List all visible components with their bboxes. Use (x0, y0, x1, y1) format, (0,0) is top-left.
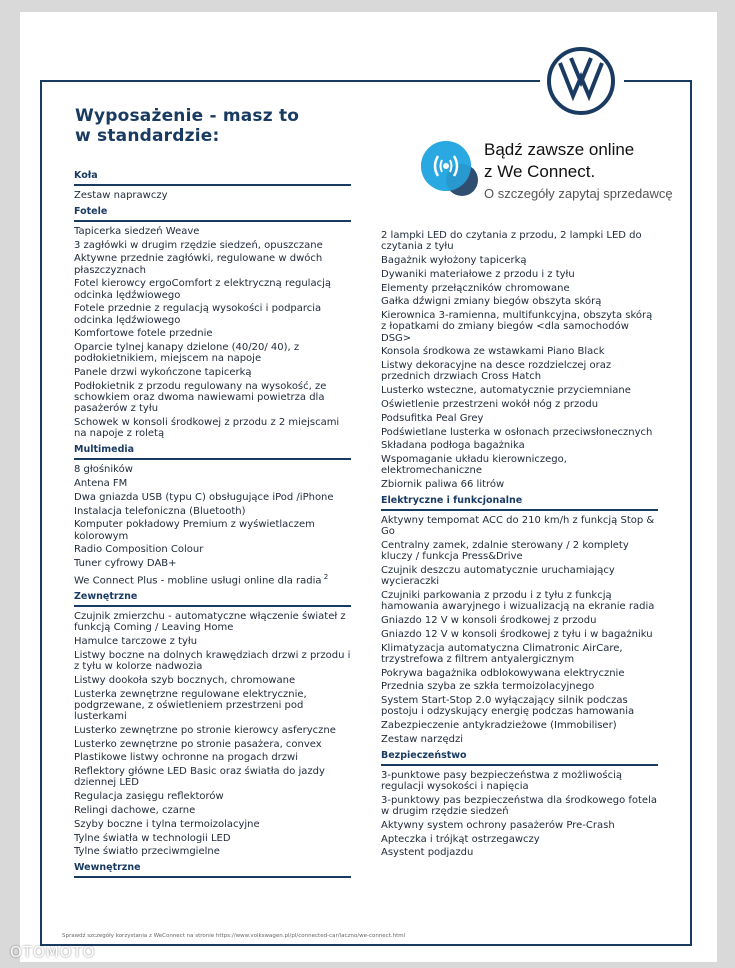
list-item: 3-punktowe pasy bezpieczeństwa z możliwością regulacji wysokości i napięcia (381, 769, 623, 792)
list-item: Bagażnik wyłożony tapicerką (381, 255, 527, 266)
list-item: Kierownica 3-ramienna, multifunkcyjna, obszyta skórą z łopatkami do zmiany biegów <dla samochodów DSG> (381, 310, 653, 344)
left-column (74, 168, 351, 882)
list-item: Szyby boczne i tylna termoizolacyjne (74, 818, 260, 830)
section-title: Wewnętrzne (74, 860, 351, 878)
list-item: Czujnik zmierzchu - automatyczne włączenie świateł z funkcją Coming / Leaving Home (74, 611, 346, 634)
list-item: Asystent podjazdu (381, 847, 474, 859)
list-item: We Connect Plus - mobline usługi online dla radia $^2$ (74, 572, 329, 587)
list-item: Relingi dachowe, czarne (74, 805, 196, 817)
we-connect-promo (418, 140, 698, 200)
section-title: Bezpieczeństwo (381, 748, 658, 766)
list-item: Schowek w konsoli środkowej z przodu z 2 miejscami na napoje z roletą (74, 417, 340, 440)
list-item: Zestaw naprawczy (74, 190, 168, 201)
vw-logo-icon (546, 46, 616, 116)
list-item: Przednia szyba ze szkła termoizolacyjnego (381, 681, 595, 693)
section-title: Koła (74, 168, 351, 186)
list-item: 3-punktowy pas bezpieczeństwa dla środkowego fotela w drugim rzędzie siedzeń (381, 794, 657, 817)
list-item: Dywaniki materiałowe z przodu i z tyłu (381, 268, 575, 280)
list-item: Listwy dekoracyjne na desce rozdzielczej oraz przednich drzwiach Cross Hatch (381, 360, 612, 383)
list-item: Tylne światła w technologii LED (74, 832, 231, 844)
list-item: Listwy boczne na dolnych krawędziach drzwi z przodu i z tyłu w kolorze nadwozia (74, 649, 351, 673)
footnote: Sprawdź szczegóły korzystania z WeConnect na stronie https://www.volkswagen.pl/pl/connected-car/laczno/we-connect.html (62, 933, 406, 939)
list-item: 8 głośników (74, 464, 133, 476)
list-item: Apteczka i trójkąt ostrzegawczy (381, 833, 540, 845)
list-item: Klimatyzacja automatyczna Climatronic AirCare, trzystrefowa z filtrem antyalergicznym (381, 642, 623, 665)
list-item: Oparcie tylnej kanapy dzielone (40/20/ 40), z podłokietnikiem, miejscem na napoje (74, 342, 300, 365)
list-item: Lusterko wsteczne, automatycznie przyciemniane (381, 385, 631, 397)
list-item: Gniazdo 12 V w konsoli środkowej z przodu (381, 614, 597, 626)
promo-line2: z We Connect. (484, 162, 596, 181)
list-item: Radio Composition Colour (74, 544, 204, 556)
list-item: Lusterka zewnętrzne regulowane elektrycznie, podgrzewane, z oświetleniem przestrzeni pod lusterkami (74, 688, 307, 723)
list-item: Aktywny system ochrony pasażerów Pre-Crash (381, 819, 615, 831)
list-item: Panele drzwi wykończone tapicerką (74, 367, 252, 379)
list-item: Podsufitka Peal Grey (381, 412, 484, 424)
list-item: Centralny zamek, zdalnie sterowany / 2 komplety kluczy / funkcja Press&Drive (381, 539, 629, 563)
list-item: Komputer pokładowy Premium z wyświetlaczem kolorowym (74, 519, 315, 542)
list-item: Podłokietnik z przodu regulowany na wysokość, ze schowkiem oraz dwoma nawiewami powietrza dla pasażerów z tyłu (74, 380, 327, 415)
footnote-marker: 2 (321, 572, 329, 581)
list-item: Czujnik deszczu automatycznie uruchamiający wycieraczki (381, 564, 615, 588)
list-item: Plastikowe listwy ochronne na progach drzwi (74, 752, 298, 764)
list-item: Fotele przednie z regulacją wysokości i podparcia odcinka lędźwiowego (74, 303, 322, 326)
section-title: Fotele (74, 204, 351, 222)
page-title-line2: w standardzie: (75, 126, 220, 146)
right-column (381, 230, 658, 861)
list-item: Aktywne przednie zagłówki, regulowane w dwóch płaszczyznach (74, 253, 323, 276)
list-item: Elementy przełączników chromowane (381, 282, 570, 294)
list-item: Zabezpieczenie antykradzieżowe (Immobiliser) (381, 720, 617, 732)
list-item: 2 lampki LED do czytania z przodu, 2 lampki LED do czytania z tyłu (381, 230, 642, 253)
list-item: Składana podłoga bagażnika (381, 440, 525, 452)
section-title: Elektryczne i funkcjonalne (381, 493, 658, 511)
section-title: Multimedia (74, 442, 351, 460)
list-item: Wspomaganie układu kierowniczego, elektromechaniczne (381, 454, 567, 477)
list-item: Pokrywa bagażnika odblokowywana elektrycznie (381, 667, 625, 679)
list-item: Antena FM (74, 477, 128, 489)
list-item: Reflektory główne LED Basic oraz światła do jazdy dziennej LED (74, 766, 325, 789)
list-item: Zbiornik paliwa 66 litrów (381, 479, 505, 491)
list-item: Tapicerka siedzeń Weave (74, 225, 200, 237)
list-item: Oświetlenie przestrzeni wokół nóg z przodu (381, 398, 599, 410)
list-item: Tuner cyfrowy DAB+ (74, 558, 177, 570)
list-item: Podświetlane lusterka w osłonach przeciwsłonecznych (381, 426, 653, 438)
list-item: Gałka dźwigni zmiany biegów obszyta skórą (381, 296, 602, 308)
page-title (75, 106, 299, 146)
list-item: Aktywny tempomat ACC do 210 km/h z funkcją Stop & Go (381, 514, 655, 538)
list-item: Komfortowe fotele przednie (74, 328, 213, 340)
list-item: System Start-Stop 2.0 wyłączający silnik podczas postoju i odzyskujący energię podczas hamowania (381, 695, 635, 718)
watermark: OTOMOTO (10, 943, 96, 961)
list-item: 3 zagłówki w drugim rzędzie siedzeń, opuszczane (74, 239, 323, 251)
section-title: Zewnętrzne (74, 589, 351, 607)
list-item: Konsola środkowa ze wstawkami Piano Black (381, 346, 605, 358)
we-connect-icon (418, 140, 482, 198)
promo-line1: Bądź zawsze online (484, 140, 635, 159)
list-item: Listwy dookoła szyb bocznych, chromowane (74, 674, 296, 686)
list-item: Hamulce tarczowe z tyłu (74, 636, 198, 648)
list-item: Czujniki parkowania z przodu i z tyłu z funkcją hamowania awaryjnego i wizualizacją na ekranie radia (381, 589, 655, 613)
list-item: Lusterko zewnętrzne po stronie pasażera, convex (74, 738, 322, 750)
list-item: Regulacja zasięgu reflektorów (74, 791, 224, 803)
page-title-line1: Wyposażenie - masz to (75, 106, 300, 126)
list-item: Zestaw narzędzi (381, 733, 463, 745)
list-item: Fotel kierowcy ergoComfort z elektryczną regulacją odcinka lędźwiowego (74, 278, 331, 301)
list-item: Lusterko zewnętrzne po stronie kierowcy asferyczne (74, 724, 336, 736)
list-item: Dwa gniazda USB (typu C) obsługujące iPod /iPhone (74, 491, 334, 503)
list-item: Instalacja telefoniczna (Bluetooth) (74, 505, 246, 517)
list-item: Tylne światło przeciwmgielne (74, 846, 220, 858)
promo-line3: O szczegóły zapytaj sprzedawcę (484, 186, 673, 201)
list-item: Gniazdo 12 V w konsoli środkowej z tyłu i w bagażniku (381, 628, 653, 640)
